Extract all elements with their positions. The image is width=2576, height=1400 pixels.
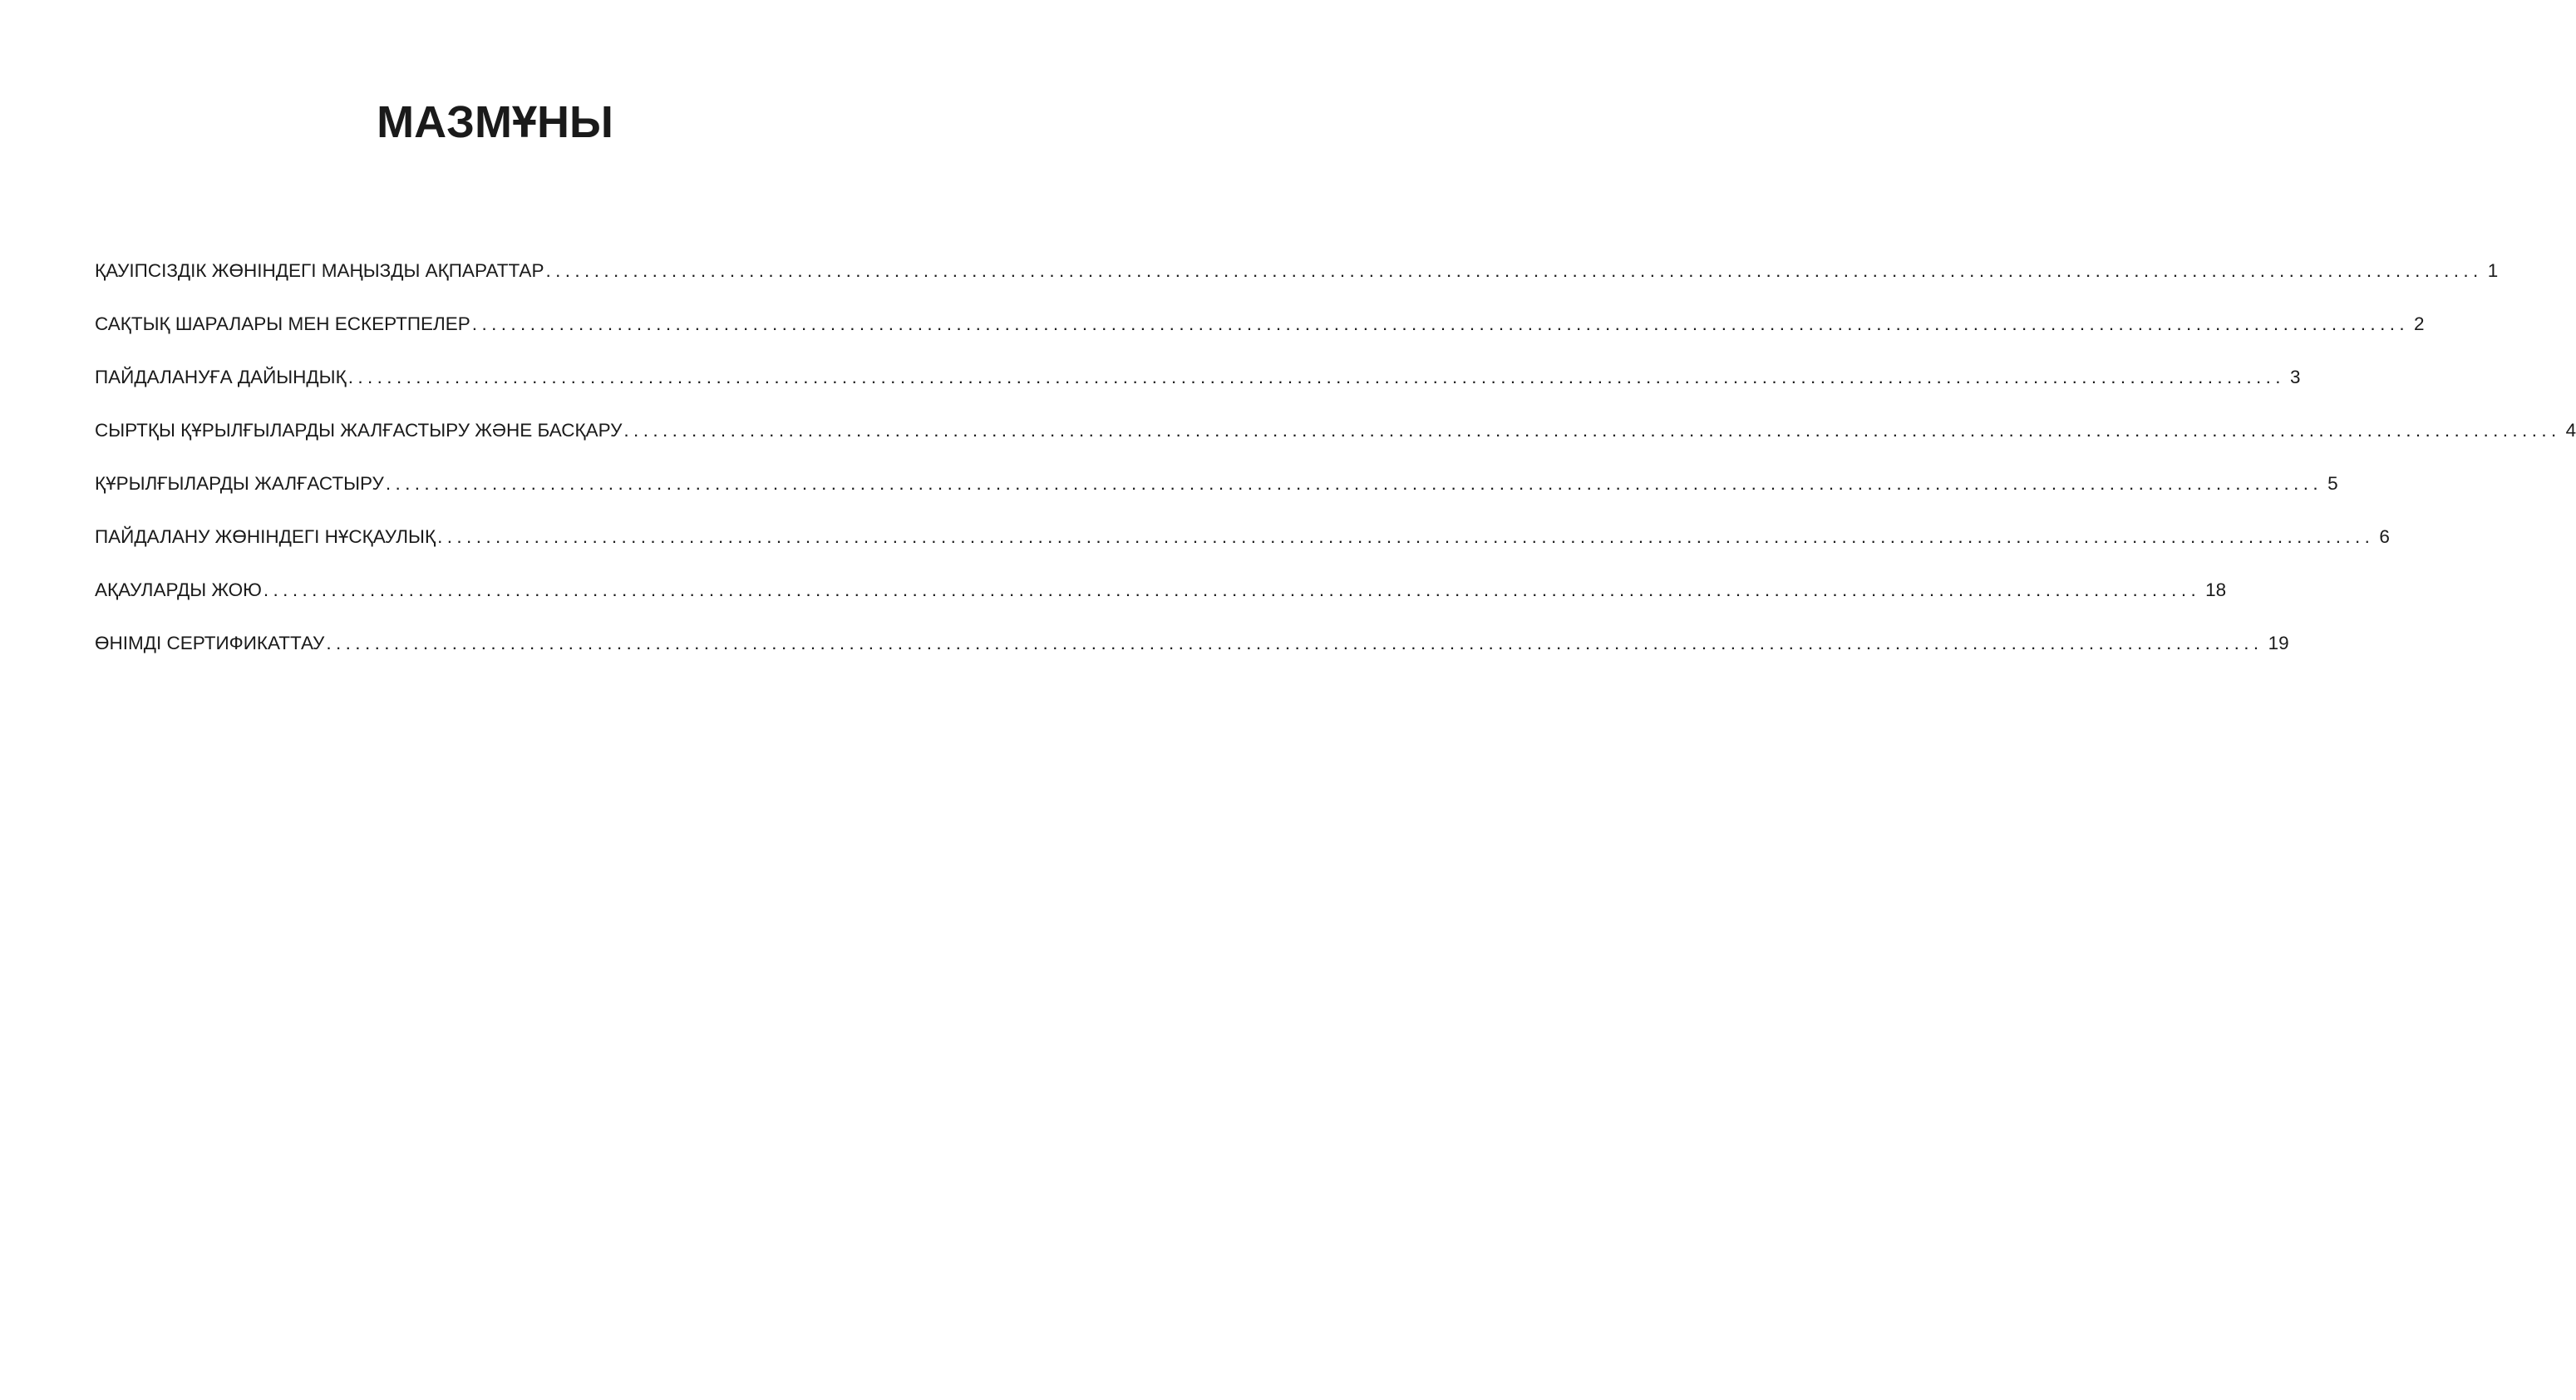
- toc-dot-leader: ........................................................................................................................................................................................................: [623, 420, 2561, 441]
- toc-entry: [95, 630, 2289, 683]
- toc-entry: [95, 364, 2301, 417]
- toc-dot-leader: ........................................................................................................................................................................................................: [385, 473, 2323, 494]
- toc-entry: [95, 577, 2227, 630]
- toc-entry: [95, 524, 2390, 577]
- toc-entry: [95, 471, 2338, 524]
- toc-entry: [95, 258, 2499, 311]
- toc-entry-page: 4: [2565, 420, 2576, 441]
- toc-entry-page: 19: [2268, 633, 2289, 653]
- toc-entry-page: 6: [2379, 526, 2390, 547]
- toc-entry-label: ПАЙДАЛАНУҒА ДАЙЫНДЫҚ: [95, 367, 347, 387]
- toc-entry-label: ПАЙДАЛАНУ ЖӨНІНДЕГІ НҰСҚАУЛЫҚ: [95, 526, 436, 547]
- toc-dot-leader: ........................................................................................................................................................................................................: [326, 633, 2263, 653]
- toc-entry-page: 5: [2327, 473, 2338, 494]
- toc-entry-label: САҚТЫҚ ШАРАЛАРЫ МЕН ЕСКЕРТПЕЛЕР: [95, 313, 470, 334]
- table-of-contents: [95, 258, 2576, 683]
- toc-entry-label: СЫРТҚЫ ҚҰРЫЛҒЫЛАРДЫ ЖАЛҒАСТЫРУ ЖӘНЕ БАСҚАРУ: [95, 420, 623, 441]
- toc-dot-leader: ........................................................................................................................................................................................................: [545, 260, 2483, 281]
- toc-entry-label: ҚАУІПСІЗДІК ЖӨНІНДЕГІ МАҢЫЗДЫ АҚПАРАТТАР: [95, 260, 544, 281]
- page-title: МАЗМҰНЫ: [377, 97, 613, 147]
- toc-entry-page: 2: [2414, 313, 2425, 334]
- toc-dot-leader: ........................................................................................................................................................................................................: [263, 579, 2201, 600]
- toc-entry-page: 3: [2289, 367, 2301, 387]
- toc-entry-page: 1: [2487, 260, 2499, 281]
- toc-dot-leader: ........................................................................................................................................................................................................: [347, 367, 2285, 387]
- toc-dot-leader: ........................................................................................................................................................................................................: [437, 526, 2375, 547]
- toc-entry-page: 18: [2205, 579, 2227, 600]
- toc-entry: [95, 417, 2576, 471]
- toc-entry-label: АҚАУЛАРДЫ ЖОЮ: [95, 579, 262, 600]
- toc-entry-label: ҚҰРЫЛҒЫЛАРДЫ ЖАЛҒАСТЫРУ: [95, 473, 384, 494]
- toc-dot-leader: ........................................................................................................................................................................................................: [471, 313, 2410, 334]
- toc-entry: [95, 311, 2425, 364]
- toc-entry-label: ӨНІМДІ СЕРТИФИКАТТАУ: [95, 633, 325, 653]
